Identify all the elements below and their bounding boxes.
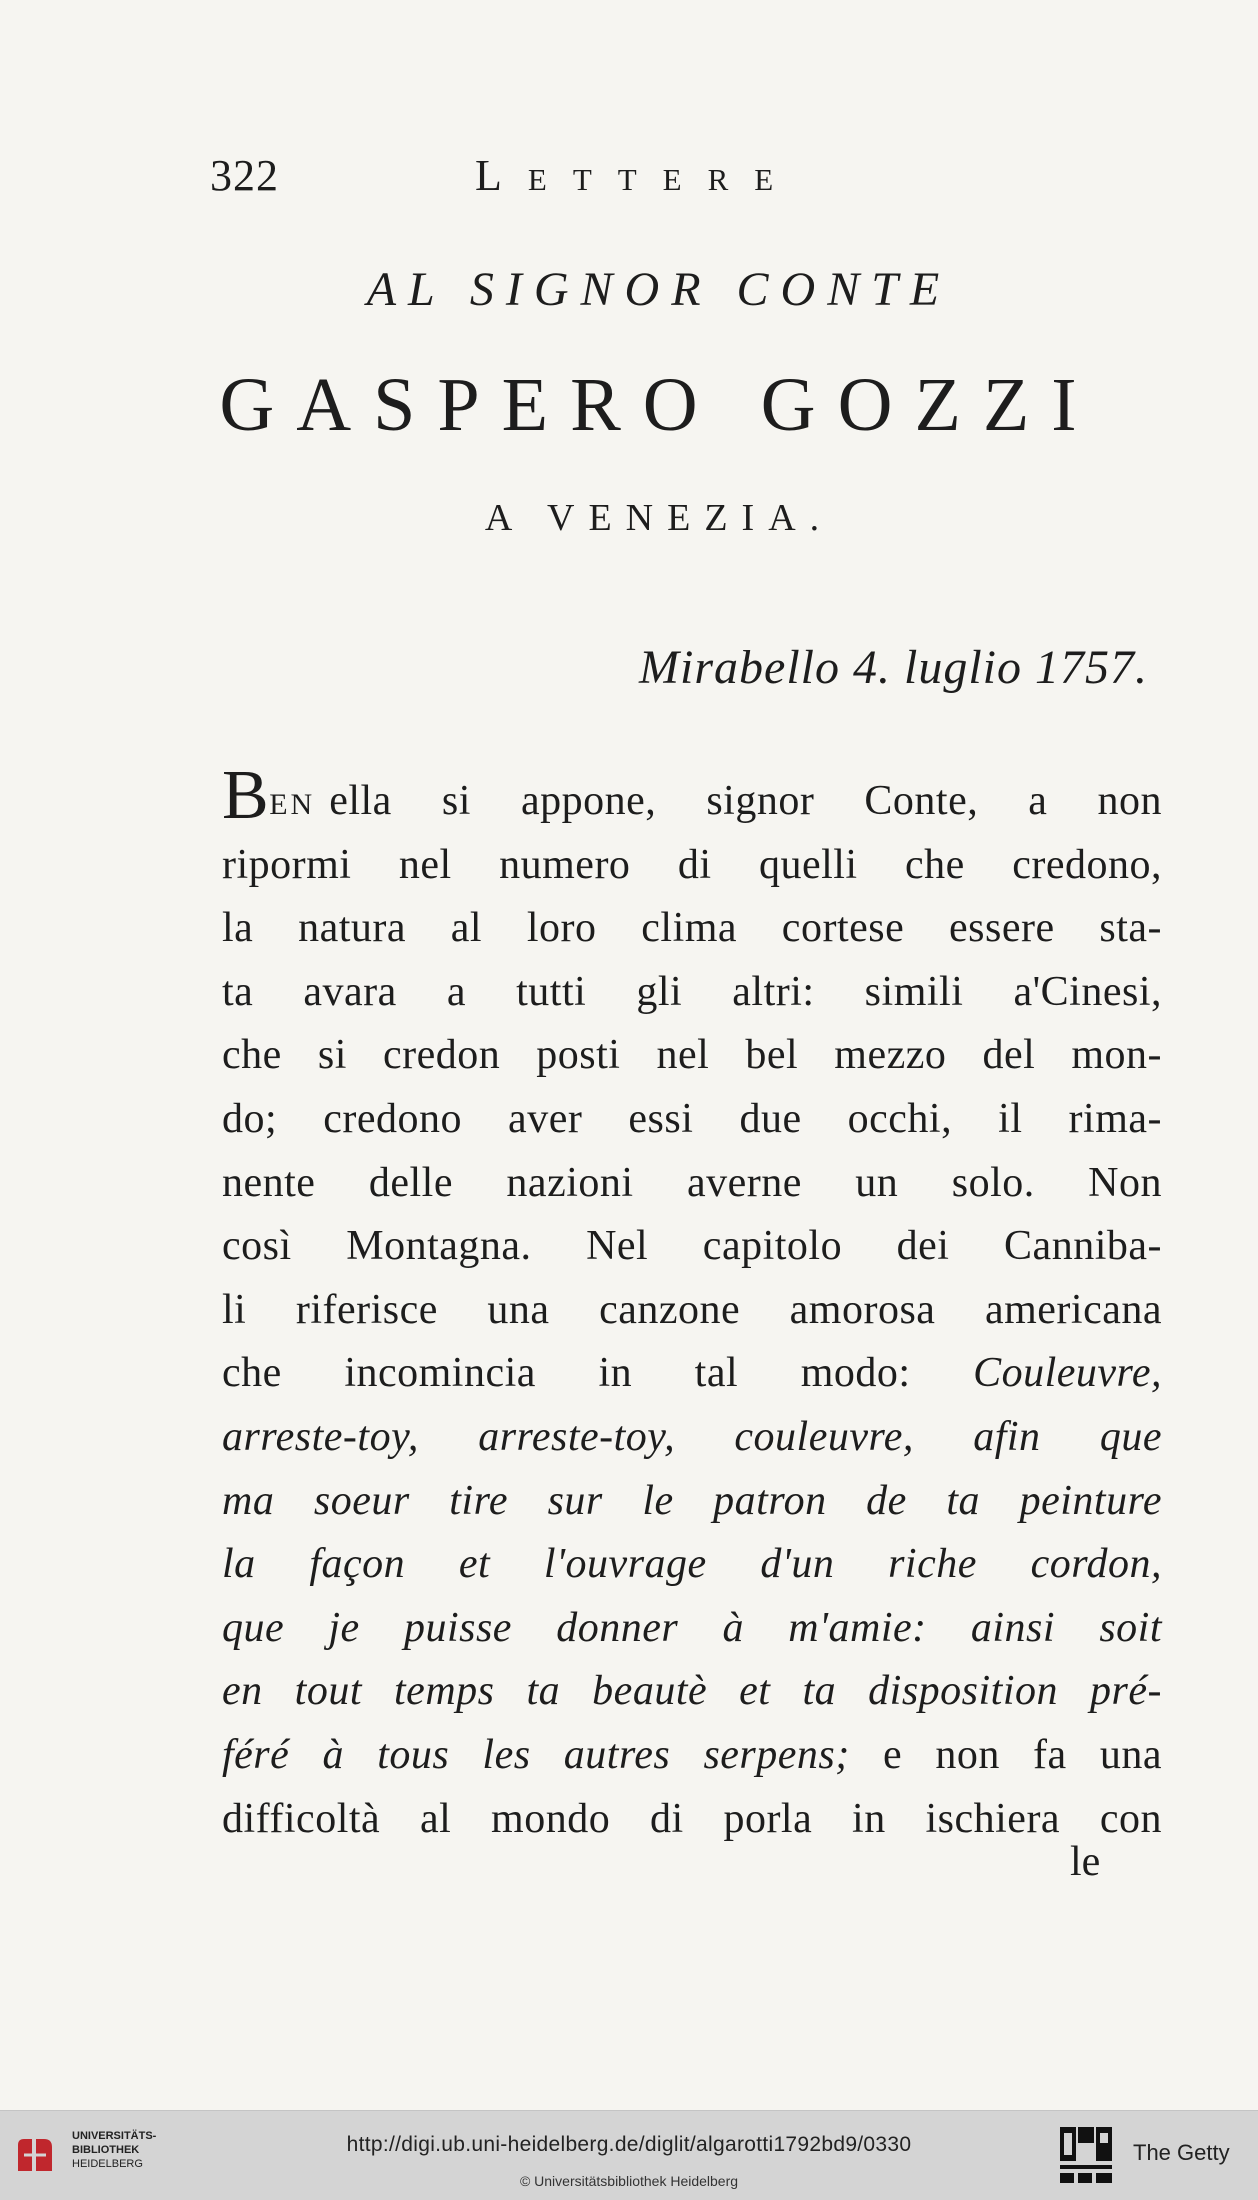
body-line-6: do; credono aver essi due occhi, il rima- <box>222 1095 1162 1142</box>
body-line-10-roman: che incomincia in tal modo: <box>222 1350 911 1397</box>
body-line-12: ma soeur tire sur le patron de ta peinture <box>222 1477 1162 1524</box>
first-line-text: ella si appone, signor Conte, a non <box>329 778 1162 824</box>
body-line-10-italic: Couleuvre, <box>973 1350 1162 1397</box>
permalink-url[interactable]: http://digi.ub.uni-heidelberg.de/diglit/algarotti1792bd9/0330 <box>346 2133 912 2156</box>
body-line-5: che si credon posti nel bel mezzo del mon- <box>222 1032 1162 1079</box>
getty-label: The Getty <box>1133 2140 1230 2165</box>
logo-line-2: BIBLIOTHEK <box>72 2144 140 2156</box>
body-line-2: ripormi nel numero di quelli che credono, <box>222 841 1162 888</box>
body-line-4: ta avara a tutti gli altri: simili a'Cinesi, <box>222 968 1162 1015</box>
body-line-1 <box>222 757 1162 834</box>
running-title: Lettere <box>475 151 800 200</box>
viewer-footer <box>0 2110 1258 2200</box>
catchword: le <box>1070 1839 1101 1885</box>
body-line-16 <box>222 1724 1162 1788</box>
copyright-notice: © Universitätsbibliothek Heidelberg <box>519 2173 739 2189</box>
first-word-small-caps: EN <box>269 788 316 821</box>
page-number: 322 <box>210 151 279 200</box>
body-line-17: difficoltà al mondo di porla in ischiera con <box>222 1795 1162 1842</box>
letter-salutation: AL SIGNOR CONTE <box>366 263 952 316</box>
body-line-16-italic: féré à tous les autres serpens; <box>222 1731 850 1778</box>
body-line-11: arreste-toy, arreste-toy, couleuvre, afin que <box>222 1413 1162 1460</box>
running-head <box>210 150 910 210</box>
body-line-14: que je puisse donner à m'amie: ainsi soit <box>222 1604 1162 1651</box>
body-line-13: la façon et l'ouvrage d'un riche cordon, <box>222 1541 1162 1588</box>
body-line-16-roman: e non fa una <box>882 1731 1162 1778</box>
letter-addressee: GASPERO GOZZI <box>219 363 1099 447</box>
letter-place: A VENEZIA. <box>484 497 834 539</box>
body-line-15: en tout temps ta beautè et ta disposition pré- <box>222 1668 1162 1715</box>
logo-line-1: UNIVERSITÄTS- <box>72 2130 157 2142</box>
letter-body <box>222 757 1162 1851</box>
body-line-10 <box>222 1342 1162 1406</box>
body-line-3: la natura al loro clima cortese essere sta- <box>222 905 1162 952</box>
drop-cap: B <box>222 757 270 834</box>
body-line-7: nente delle nazioni averne un solo. Non <box>222 1159 1162 1206</box>
logo-line-3: HEIDELBERG <box>72 2158 143 2170</box>
body-line-9: li riferisce una canzone amorosa americana <box>222 1286 1162 1333</box>
dateline: Mirabello 4. luglio 1757. <box>639 641 1148 694</box>
body-line-8: così Montagna. Nel capitolo dei Canniba- <box>222 1223 1162 1270</box>
getty-logo-icon <box>1058 2125 1114 2185</box>
